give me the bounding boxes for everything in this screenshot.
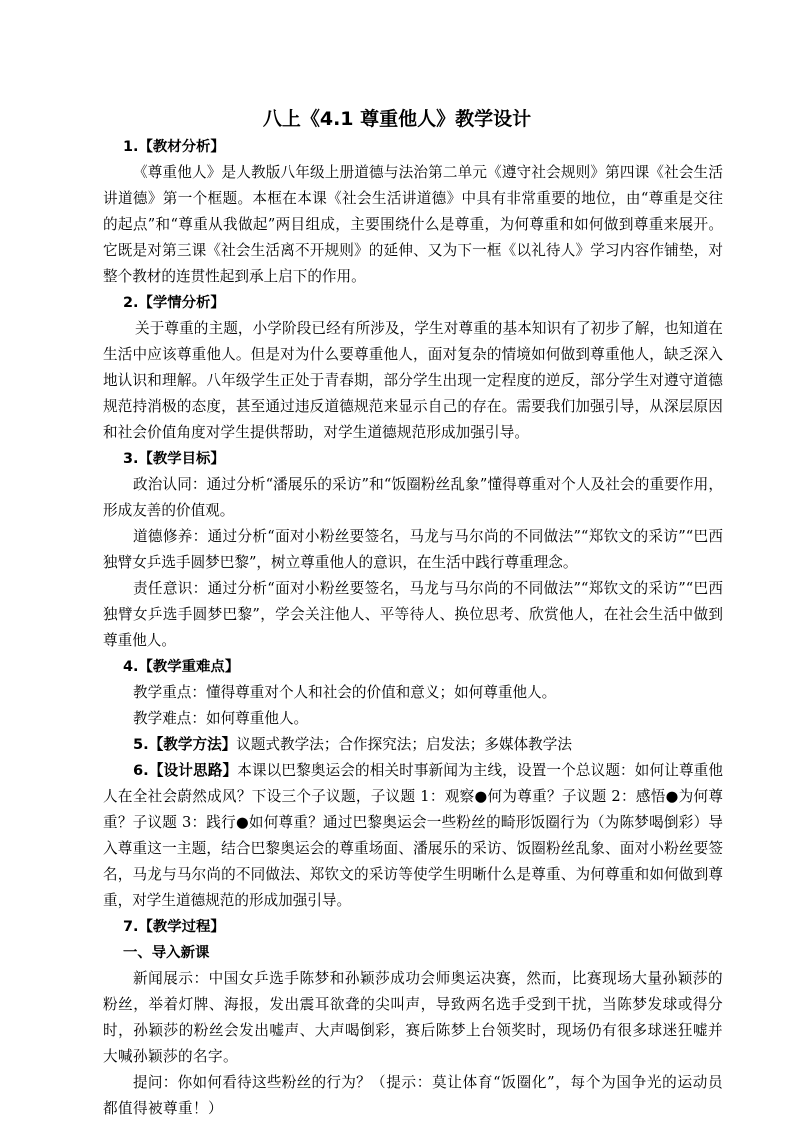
paragraph-textbook-analysis: 《尊重他人》是人教版八年级上册道德与法治第二单元《遵守社会规则》第四课《社会生活讲道德》第一个框题。本框在本课《社会生活讲道德》中具有非常重要的地位，由“尊重是交往的起点”和“尊重从我做起”两目组成，主要围绕什么是尊重，为何尊重和如何做到尊重来展开。它既是对第三课《社会生活离不开规则》的延伸、又为下一框《以礼待人》学习内容作铺垫，对整个教材的连贯性起到承上启下的作用。	[103, 164, 723, 285]
document-body	[103, 134, 723, 1122]
paragraph-question	[103, 1070, 723, 1122]
paragraph-goal-political: 政治认同：通过分析“潘展乐的采访”和“饭圈粉丝乱象”懂得尊重对个人及社会的重要作用，形成友善的价值观。	[103, 476, 723, 519]
document-title: 八上《4.1 尊重他人》教学设计	[262, 108, 532, 130]
paragraph-student-analysis: 关于尊重的主题，小学阶段已经有所涉及，学生对尊重的基本知识有了初步了解，也知道在生活中应该尊重他人。但是对为什么要尊重他人，面对复杂的情境如何做到尊重他人，缺乏深入地认识和理解。八年级学生正处于青春期，部分学生出现一定程度的逆反，部分学生对遵守道德规范持消极的态度，甚至通过违反道德规范来显示自己的存在。需要我们加强引导，从深层原因和社会价值角度对学生提供帮助，对学生道德规范形成加强引导。	[103, 320, 723, 441]
paragraph-goal-responsibility: 责任意识：通过分析“面对小粉丝要签名，马龙与马尔尚的不同做法”“郑钦文的采访”“巴西独臂女乒选手圆梦巴黎”，学会关注他人、平等待人、换位思考、欣赏他人，在社会生活中做到尊重他人。	[103, 580, 723, 649]
section-heading-design-idea: 6.【设计思路】	[133, 762, 238, 779]
section-heading-textbook-analysis: 1.【教材分析】	[123, 139, 225, 155]
teaching-methods-text: 议题式教学法；合作探究法；启发法；多媒体教学法	[236, 736, 572, 753]
section-heading-key-points: 4.【教学重难点】	[123, 659, 240, 675]
section-heading-teaching-goals: 3.【教学目标】	[123, 451, 225, 467]
paragraph-key-point: 教学重点：懂得尊重对个人和社会的价值和意义；如何尊重他人。	[133, 684, 557, 701]
section-heading-teaching-methods: 5.【教学方法】	[133, 736, 237, 753]
subheading-introduction: 一、导入新课	[123, 945, 210, 961]
paragraph-design-idea	[103, 758, 723, 914]
design-idea-text: 本课以巴黎奥运会的相关时事新闻为主线，设置一个总议题：如何让尊重他人在全社会蔚然成风？下设三个子议题，子议题 1：观察●何为尊重？子议题 2：感悟●为何尊重？子议题 3：践行●如何尊重？通过巴黎奥运会一些粉丝的畸形饭圈行为（为陈梦喝倒彩）导入尊重这一主题，结合巴黎奥运会的尊重场面、潘展乐的采访、饭圈粉丝乱象、面对小粉丝要签名，马龙与马尔尚的不同做法、郑钦文的采访等使学生明晰什么是尊重、为何尊重和如何做到尊重，对学生道德规范的形成加强引导。	[103, 762, 723, 909]
question-label: 提问：你如何看待这些粉丝的行为？	[133, 1074, 371, 1091]
paragraph-difficult-point: 教学难点：如何尊重他人。	[133, 710, 309, 727]
paragraph-teaching-methods	[103, 732, 723, 758]
paragraph-news-display: 新闻展示：中国女乒选手陈梦和孙颖莎成功会师奥运决赛，然而，比赛现场大量孙颖莎的粉丝，举着灯牌、海报，发出震耳欲聋的尖叫声，导致两名选手受到干扰，当陈梦发球或得分时，孙颖莎的粉丝会发出嘘声、大声喝倒彩，赛后陈梦上台领奖时，现场仍有很多球迷狂嘘并大喊孙颖莎的名字。	[103, 970, 723, 1065]
section-heading-teaching-process: 7.【教学过程】	[123, 919, 225, 935]
section-heading-student-analysis: 2.【学情分析】	[123, 295, 225, 311]
paragraph-goal-moral: 道德修养：通过分析“面对小粉丝要签名，马龙与马尔尚的不同做法”“郑钦文的采访”“巴西独臂女乒选手圆梦巴黎”，树立尊重他人的意识，在生活中践行尊重理念。	[103, 528, 723, 571]
question-hint: （提示：莫让体育“饭圈化”，每个为国争光的运动员都值得被尊重！）	[103, 1074, 723, 1117]
